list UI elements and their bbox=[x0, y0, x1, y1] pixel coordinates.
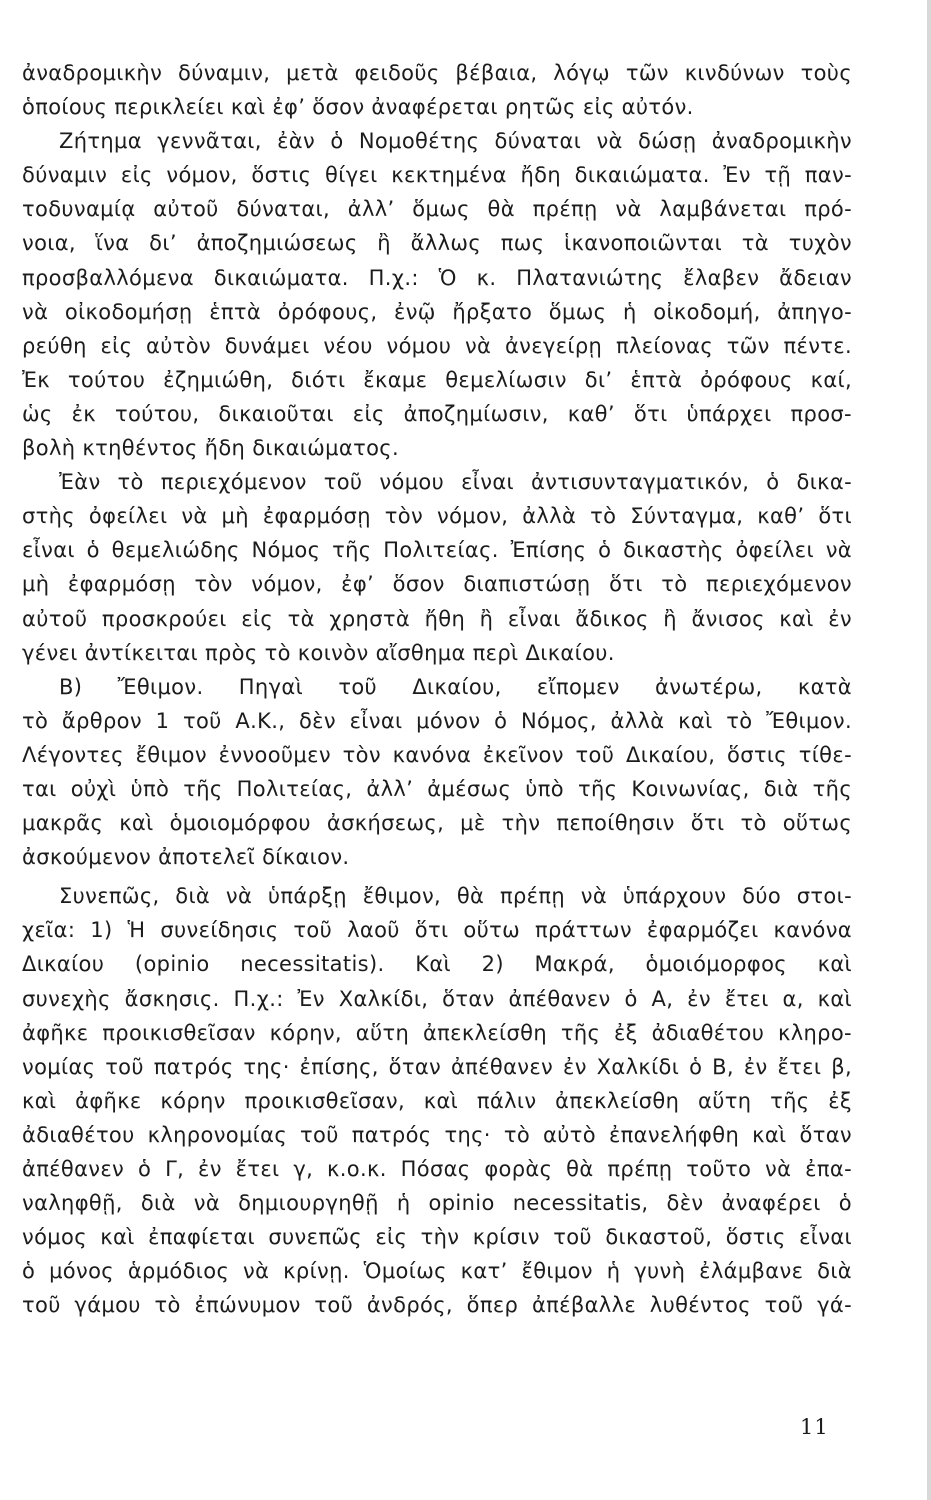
text-line-7: προσβαλλόμενα δικαιώματα. Π.χ.: Ὁ κ. Πλατανιώτης ἔλαβεν ἄδειαν bbox=[22, 265, 852, 290]
text-line-15: εἶναι ὁ θεμελιώδης Νόμος τῆς Πολιτείας. Ἐπίσης ὁ δικαστὴς ὀφείλει νὰ bbox=[22, 538, 852, 563]
text-line-11: ὡς ἐκ τούτου, δικαιοῦται εἰς ἀποζημίωσιν, καθ’ ὅτι ὑπάρχει προσ- bbox=[22, 401, 852, 426]
text-line-19: Β) Ἔθιμον. Πηγαὶ τοῦ Δικαίου, εἴπομεν ἀνωτέρω, κατὰ bbox=[59, 674, 852, 699]
text-line-9: ρεύθη εἰς αὐτὸν δυνάμει νέου νόμου νὰ ἀνεγείρῃ πλείονας τῶν πέντε. bbox=[22, 333, 852, 358]
text-line-31: καὶ ἀφῆκε κόρην προικισθεῖσαν, καὶ πάλιν ἀπεκλείσθη αὕτη τῆς ἐξ bbox=[22, 1088, 852, 1113]
text-line-26: χεῖα: 1) Ἡ συνείδησις τοῦ λαοῦ ὅτι οὕτω πράττων ἐφαρμόζει κανόνα bbox=[22, 918, 852, 943]
text-line-2: ὁποίους περικλείει καὶ ἐφ’ ὅσον ἀναφέρεται ρητῶς εἰς αὐτόν. bbox=[22, 95, 694, 120]
text-line-3: Ζήτημα γεννᾶται, ἐὰν ὁ Νομοθέτης δύναται νὰ δώσῃ ἀναδρομικὴν bbox=[59, 129, 852, 154]
text-line-6: νοια, ἵνα δι’ ἀποζημιώσεως ἢ ἄλλως πως ἱκανοποιῶνται τὰ τυχὸν bbox=[22, 231, 852, 256]
text-line-12: βολὴ κτηθέντος ἤδη δικαιώματος. bbox=[22, 436, 399, 461]
text-line-30: νομίας τοῦ πατρός της· ἐπίσης, ὅταν ἀπέθανεν ἐν Χαλκίδι ὁ Β, ἐν ἔτει β, bbox=[22, 1054, 852, 1079]
text-line-28: συνεχὴς ἄσκησις. Π.χ.: Ἐν Χαλκίδι, ὅταν ἀπέθανεν ὁ Α, ἐν ἔτει α, καὶ bbox=[22, 986, 852, 1011]
text-line-8: νὰ οἰκοδομήσῃ ἑπτὰ ὀρόφους, ἐνῷ ἤρξατο ὅμως ἡ οἰκοδομή, ἀπηγο- bbox=[22, 299, 852, 324]
text-line-14: στὴς ὀφείλει νὰ μὴ ἐφαρμόσῃ τὸν νόμον, ἀλλὰ τὸ Σύνταγμα, καθ’ ὅτι bbox=[22, 504, 852, 529]
text-line-36: ὁ μόνος ἁρμόδιος νὰ κρίνῃ. Ὁμοίως κατ’ ἔθιμον ἡ γυνὴ ἐλάμβανε διὰ bbox=[22, 1259, 852, 1284]
body-text bbox=[22, 56, 852, 1322]
page-number: 11 bbox=[800, 1415, 829, 1439]
text-line-20: τὸ ἄρθρον 1 τοῦ Α.Κ., δὲν εἶναι μόνον ὁ Νόμος, ἀλλὰ καὶ τὸ Ἔθιμον. bbox=[22, 708, 852, 733]
text-line-32: ἀδιαθέτου κληρονομίας τοῦ πατρός της· τὸ αὐτὸ ἐπανελήφθη καὶ ὅταν bbox=[22, 1122, 852, 1147]
text-line-17: αὐτοῦ προσκρούει εἰς τὰ χρηστὰ ἤθη ἢ εἶναι ἄδικος ἢ ἄνισος καὶ ἐν bbox=[22, 606, 852, 631]
text-line-37: τοῦ γάμου τὸ ἐπώνυμον τοῦ ἀνδρός, ὅπερ ἀπέβαλλε λυθέντος τοῦ γά- bbox=[22, 1293, 852, 1318]
text-line-21: Λέγοντες ἔθιμον ἐννοοῦμεν τὸν κανόνα ἐκεῖνον τοῦ Δικαίου, ὅστις τίθε- bbox=[22, 742, 852, 767]
text-line-5: τοδυναμίᾳ αὐτοῦ δύναται, ἀλλ’ ὅμως θὰ πρέπῃ νὰ λαμβάνεται πρό- bbox=[22, 197, 852, 222]
text-line-16: μὴ ἐφαρμόσῃ τὸν νόμον, ἐφ’ ὅσον διαπιστώσῃ ὅτι τὸ περιεχόμενον bbox=[22, 572, 852, 597]
text-line-13: Ἐὰν τὸ περιεχόμενον τοῦ νόμου εἶναι ἀντισυνταγματικόν, ὁ δικα- bbox=[59, 470, 852, 495]
text-line-33: ἀπέθανεν ὁ Γ, ἐν ἔτει γ, κ.ο.κ. Πόσας φορὰς θὰ πρέπῃ τοῦτο νὰ ἐπα- bbox=[22, 1157, 852, 1181]
text-line-18: γένει ἀντίκειται πρὸς τὸ κοινὸν αἴσθημα περὶ Δικαίου. bbox=[22, 640, 615, 665]
text-line-25: Συνεπῶς, διὰ νὰ ὑπάρξῃ ἔθιμον, θὰ πρέπῃ νὰ ὑπάρχουν δύο στοι- bbox=[59, 884, 852, 909]
text-line-23: μακρᾶς καὶ ὁμοιομόρφου ἀσκήσεως, μὲ τὴν πεποίθησιν ὅτι τὸ οὕτως bbox=[22, 811, 852, 836]
text-line-34: ναληφθῇ, διὰ νὰ δημιουργηθῇ ἡ opinio necessitatis, δὲν ἀναφέρει ὁ bbox=[22, 1191, 852, 1216]
text-line-35: νόμος καὶ ἐπαφίεται συνεπῶς εἰς τὴν κρίσιν τοῦ δικαστοῦ, ὅστις εἶναι bbox=[22, 1225, 852, 1250]
page-edge bbox=[927, 0, 931, 1500]
text-line-10: Ἐκ τούτου ἐζημιώθη, διότι ἔκαμε θεμελίωσιν δι’ ἑπτὰ ὀρόφους καί, bbox=[22, 367, 852, 392]
text-line-1: ἀναδρομικὴν δύναμιν, μετὰ φειδοῦς βέβαια, λόγῳ τῶν κινδύνων τοὺς bbox=[22, 61, 852, 85]
text-line-4: δύναμιν εἰς νόμον, ὅστις θίγει κεκτημένα ἤδη δικαιώματα. Ἐν τῇ παν- bbox=[22, 163, 852, 188]
text-line-24: ἀσκούμενον ἀποτελεῖ δίκαιον. bbox=[22, 845, 350, 870]
text-line-27: Δικαίου (opinio necessitatis). Καὶ 2) Μακρά, ὁμοιόμορφος καὶ bbox=[22, 952, 852, 977]
text-line-29: ἀφῆκε προικισθεῖσαν κόρην, αὕτη ἀπεκλείσθη τῆς ἐξ ἀδιαθέτου κληρο- bbox=[22, 1020, 852, 1045]
text-line-22: ται οὐχὶ ὑπὸ τῆς Πολιτείας, ἀλλ’ ἀμέσως ὑπὸ τῆς Κοινωνίας, διὰ τῆς bbox=[22, 776, 852, 801]
